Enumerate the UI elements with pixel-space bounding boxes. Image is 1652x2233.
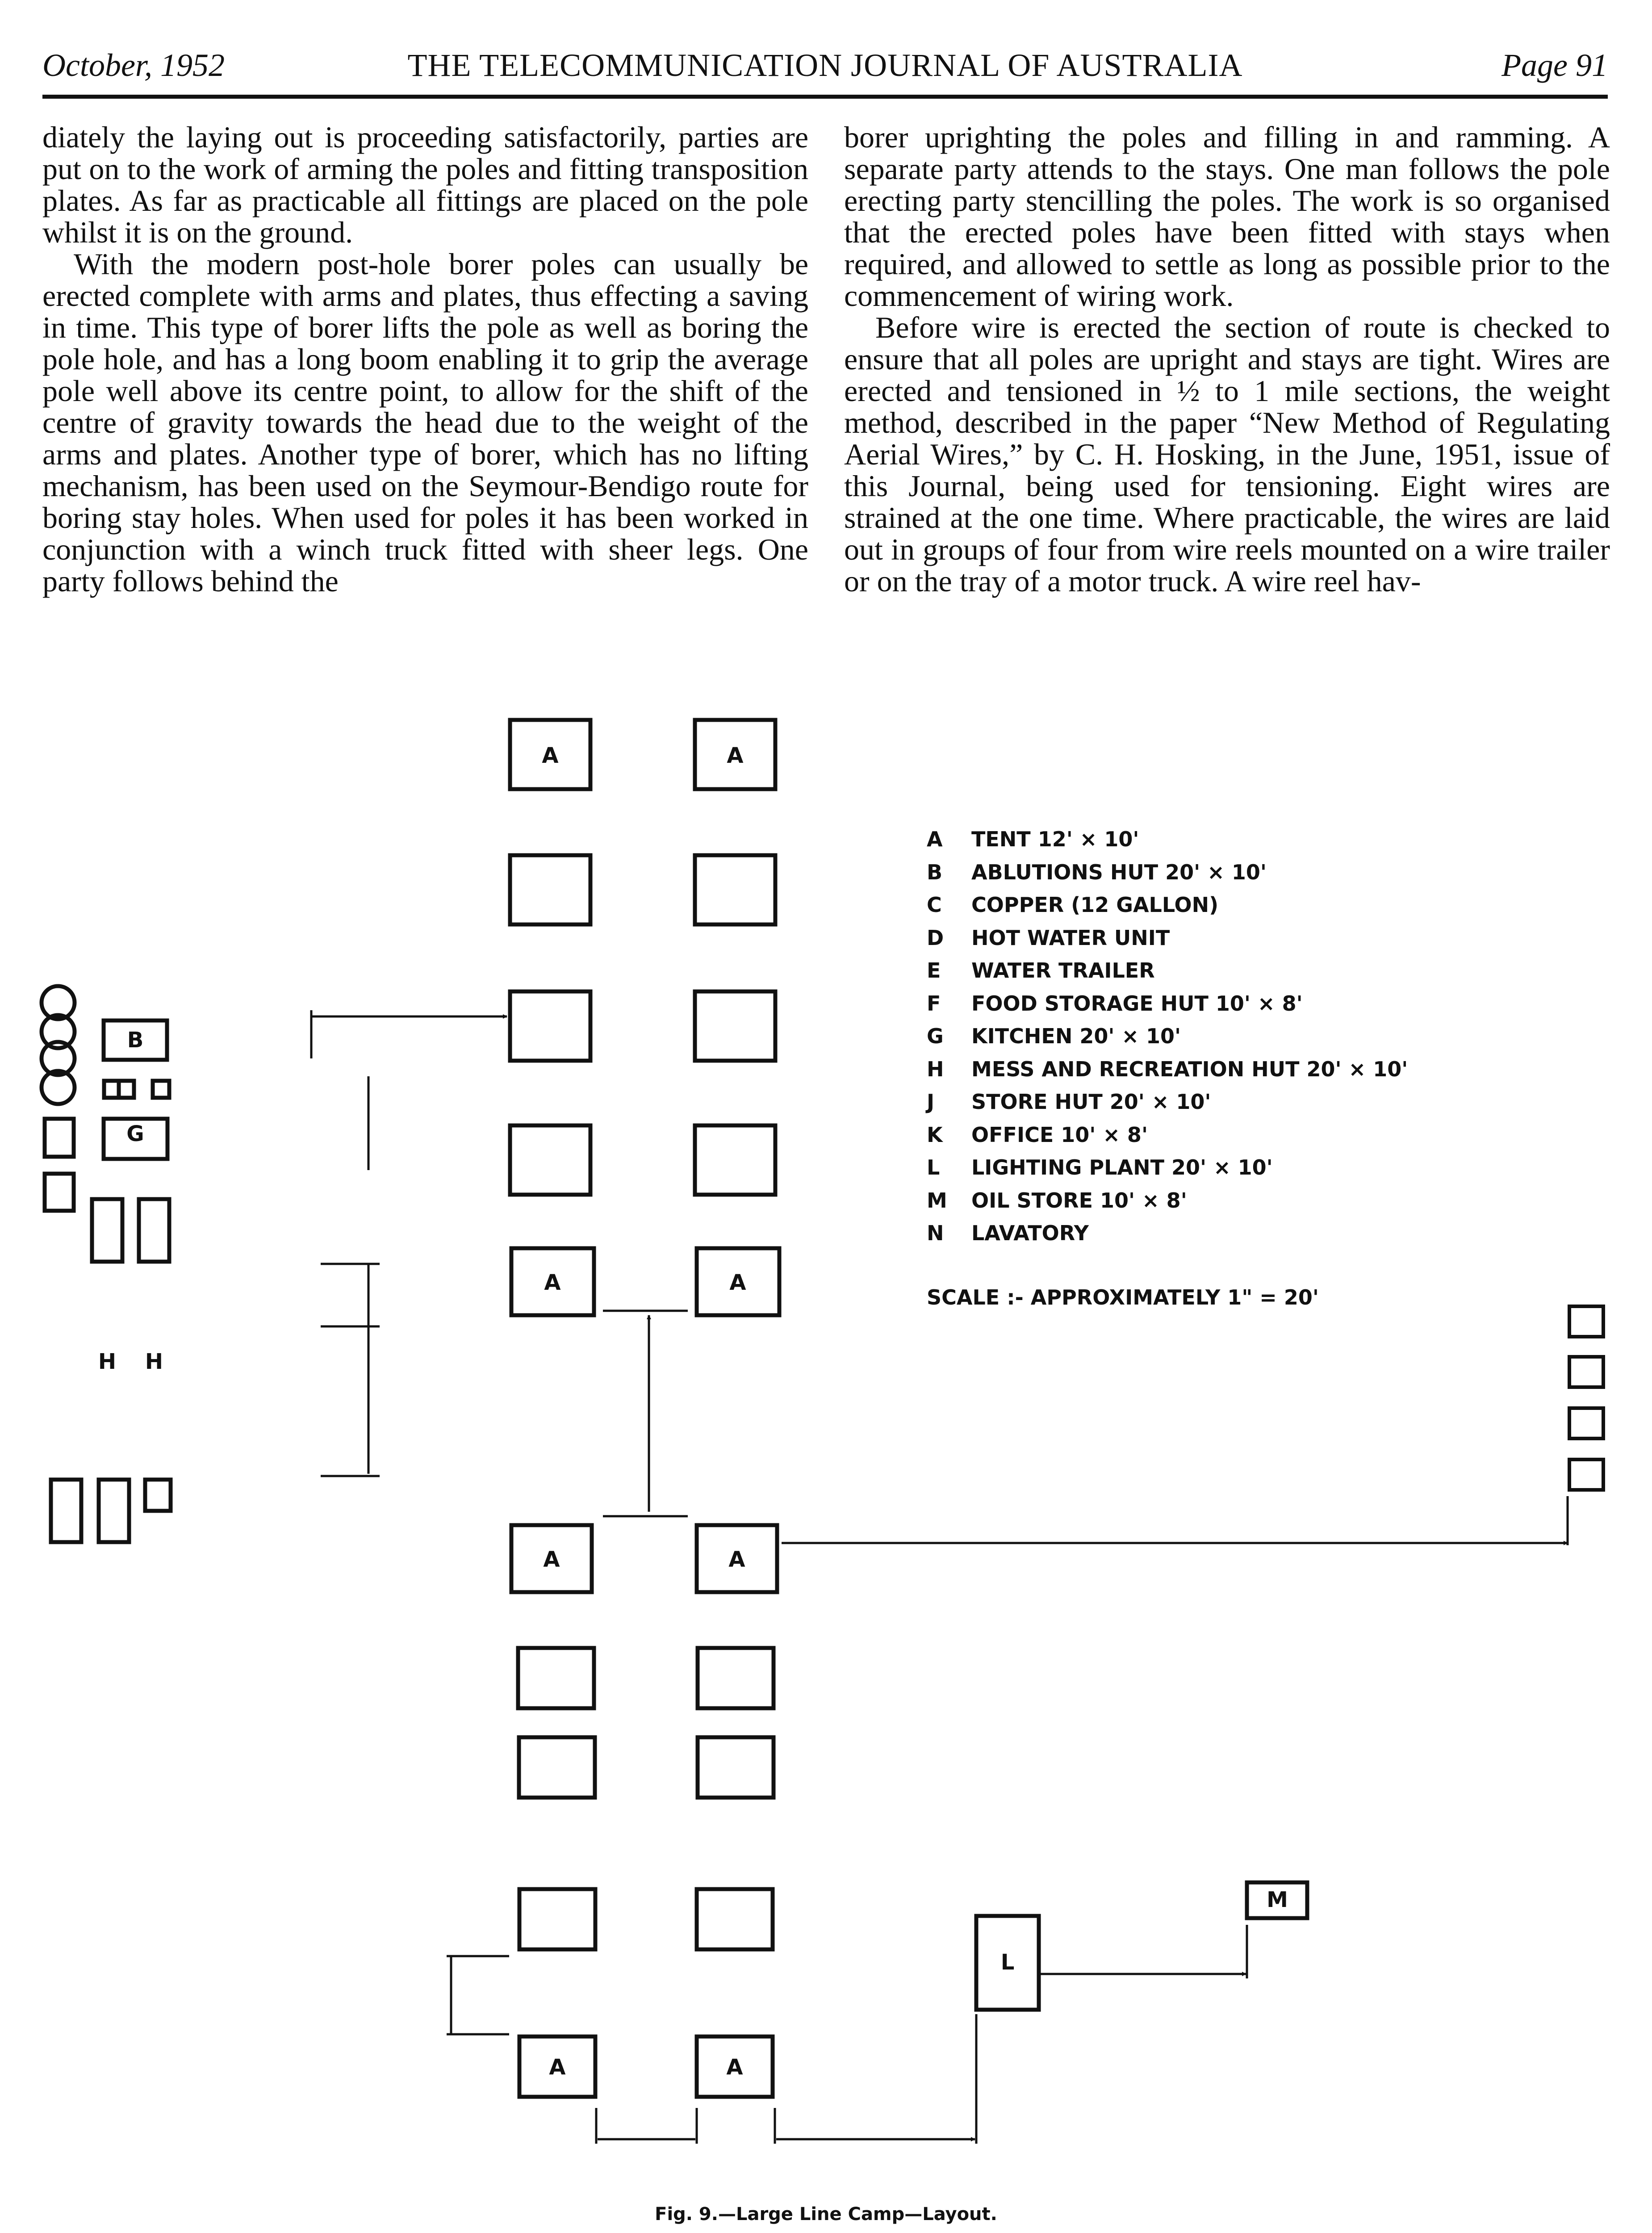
tent-label: A (726, 2055, 743, 2080)
tent-box (519, 1889, 595, 1949)
office (145, 1480, 171, 1511)
scale-note: SCALE :- APPROXIMATELY 1" = 20' (927, 1285, 1319, 1309)
tent-box (518, 1648, 594, 1708)
tent-label: A (543, 1547, 560, 1572)
water-trailer (104, 1081, 119, 1098)
legend-row: H MESS AND RECREATION HUT 20' × 10' (927, 1057, 1408, 1081)
water-trailer (119, 1081, 134, 1098)
tent-label: A (542, 743, 559, 768)
mess-label: H (98, 1349, 117, 1374)
legend-row: E WATER TRAILER (927, 958, 1155, 983)
ablutions-label: B (127, 1028, 144, 1053)
store-hut (99, 1480, 129, 1542)
tent-label: A (727, 743, 744, 768)
lavatory (1569, 1306, 1603, 1337)
legend-row: G KITCHEN 20' × 10' (927, 1024, 1181, 1048)
tent-box (697, 1889, 773, 1949)
lighting-label: L (1000, 1950, 1015, 1975)
lavatory (1569, 1408, 1603, 1438)
store-hut (51, 1480, 81, 1542)
tent-box (695, 855, 775, 924)
paragraph: borer uprighting the poles and filling in and ramming. A separate party attends to the stays. One man follows the pole erecting party stencilling the poles. The work is so organised that the erected poles have been fitted with stays when required, and allowed to settle as long as possible prior to the commencement of wiring work. (844, 120, 1610, 313)
mess-hut (92, 1199, 122, 1262)
tent-box (510, 991, 590, 1061)
paragraph: diately the laying out is proceeding satisfactorily, parties are put on to the work of arming the poles and fitting transposition plates. As far as practicable all fittings are placed on the pole whilst it is on the ground. (42, 120, 808, 249)
mess-label: H (145, 1349, 163, 1374)
lavatory (1569, 1357, 1603, 1387)
issue-date: October, 1952 (42, 47, 225, 83)
tent-box (695, 1125, 775, 1195)
legend-row: F FOOD STORAGE HUT 10' × 8' (927, 991, 1303, 1016)
tent-box (695, 991, 775, 1061)
hot-water-unit (153, 1081, 169, 1098)
tent-box (698, 1648, 774, 1708)
paragraph: With the modern post-hole borer poles can usually be erected complete with arms and plates, thus effecting a saving in time. This type of borer lifts the pole as well as boring the pole hole, and has a long boom enabling it to grip the average pole well above its centre point, to allow for the shift of the centre of gravity towards the head due to the weight of the arms and plates. Another type of borer, which has no lifting mechanism, has been used on the Seymour-Bendigo route for boring stay holes. When used for poles it has been worked in conjunction with a winch truck fitted with sheer legs. One party follows behind the (42, 247, 808, 598)
journal-title: THE TELECOMMUNICATION JOURNAL OF AUSTRALIA (407, 47, 1243, 83)
paragraph: Before wire is erected the section of route is checked to ensure that all poles are upright and stays are tight. Wires are erected and tensioned in ½ to 1 mile sections, the weight method, described in the paper “New Method of Regulating Aerial Wires,” by C. H. Hosking, in the June, 1951, issue of this Journal, being used for tensioning. Eight wires are strained at the one time. Where practicable, the wires are laid out in groups of four from wire reels mounted on a wire trailer or on the tray of a motor truck. A wire reel hav- (844, 310, 1610, 598)
legend-row: K OFFICE 10' × 8' (927, 1122, 1148, 1147)
figure-caption: Fig. 9.—Large Line Camp—Layout. (655, 2204, 997, 2225)
tent-box (519, 1737, 595, 1798)
legend-row: L LIGHTING PLANT 20' × 10' (927, 1155, 1273, 1179)
page-number: Page 91 (1501, 47, 1608, 83)
mess-hut (139, 1199, 169, 1262)
tent-label: A (544, 1270, 561, 1295)
tent-box (510, 1125, 590, 1195)
food-storage-hut (45, 1119, 74, 1157)
kitchen-label: G (126, 1121, 144, 1146)
tent-label: A (729, 1270, 746, 1295)
legend-row: B ABLUTIONS HUT 20' × 10' (927, 860, 1267, 884)
legend-row: M OIL STORE 10' × 8' (927, 1188, 1187, 1213)
tent-box (510, 855, 590, 924)
food-storage-hut (45, 1174, 74, 1211)
legend (927, 823, 1463, 1314)
legend-row: J STORE HUT 20' × 10' (927, 1090, 1211, 1114)
legend-row: C COPPER (12 GALLON) (927, 893, 1219, 917)
tent-label: A (549, 2055, 566, 2080)
tent-box (698, 1737, 774, 1798)
legend-row: A TENT 12' × 10' (927, 827, 1139, 851)
legend-row: N LAVATORY (927, 1221, 1089, 1245)
lavatory (1569, 1459, 1603, 1490)
legend-row: D HOT WATER UNIT (927, 925, 1170, 950)
tent-label: A (728, 1547, 745, 1572)
oil-store-label: M (1267, 1887, 1288, 1912)
